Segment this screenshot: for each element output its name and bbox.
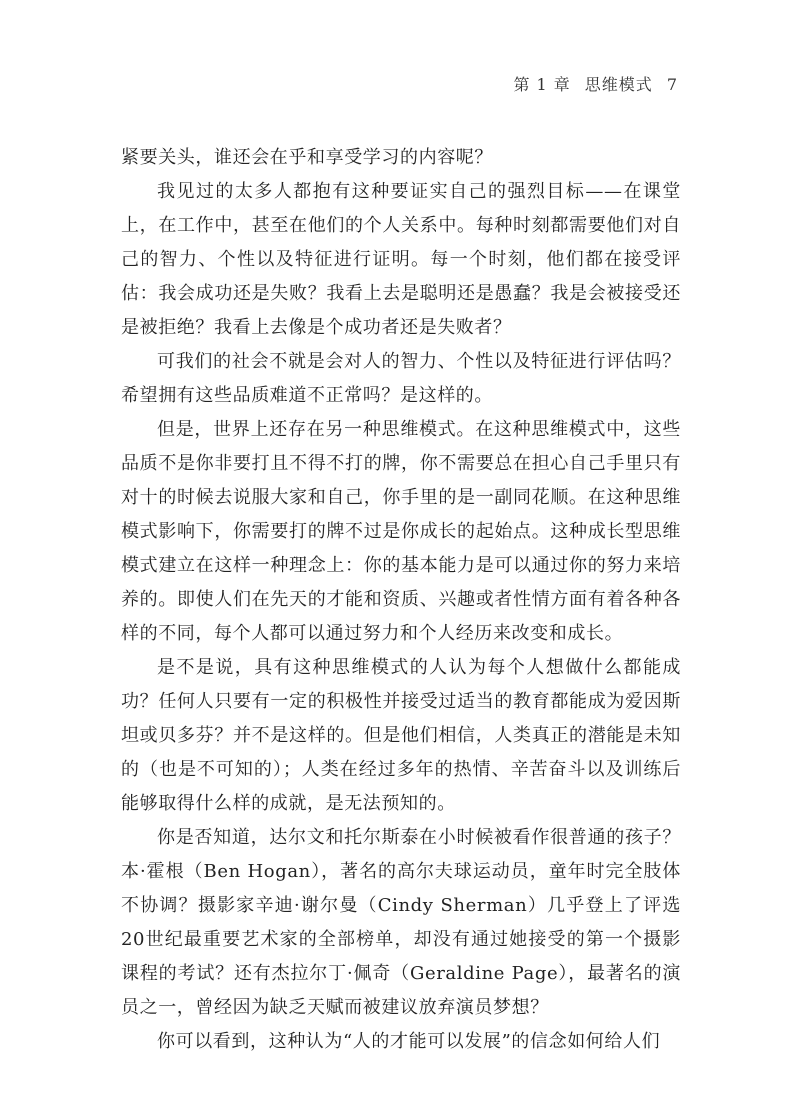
paragraph: 你是否知道，达尔文和托尔斯泰在小时候被看作很普通的孩子？本·霍根（Ben Hogan），著名的高尔夫球运动员，童年时完全肢体不协调？摄影家辛迪·谢尔曼（Cindy Sherman）几乎登上了评选20世纪最重要艺术家的全部榜单，却没有通过她接受的第一个摄影课程的考试？还有杰拉尔丁·佩奇（Geraldine Page），最著名的演员之一，曾经因为缺乏天赋而被建议放弃演员梦想？ [121,827,681,1018]
paragraph: 我见过的太多人都抱有这种要证实自己的强烈目标——在课堂上，在工作中，甚至在他们的个人关系中。每种时刻都需要他们对自己的智力、个性以及特征进行证明。每一个时刻，他们都在接受评估：我会成功还是失败？我看上去是聪明还是愚蠢？我是会被接受还是被拒绝？我看上去像是个成功者还是失败者？ [121,181,681,338]
paragraph: 是不是说，具有这种思维模式的人认为每个人想做什么都能成功？任何人只要有一定的积极性并接受过适当的教育都能成为爱因斯坦或贝多芬？并不是这样的。但是他们相信，人类真正的潜能是未知的（也是不可知的）；人类在经过多年的热情、辛苦奋斗以及训练后能够取得什么样的成就，是无法预知的。 [121,657,681,814]
paragraph: 但是，世界上还存在另一种思维模式。在这种思维模式中，这些品质不是你非要打且不得不打的牌，你不需要总在担心自己手里只有对十的时候去说服大家和自己，你手里的是一副同花顺。在这种思维模式影响下，你需要打的牌不过是你成长的起始点。这种成长型思维模式建立在这样一种理念上：你的基本能力是可以通过你的努力来培养的。即使人们在先天的才能和资质、兴趣或者性情方面有着各种各样的不同，每个人都可以通过努力和个人经历来改变和成长。 [121,419,681,644]
chapter-title: 思维模式 [584,75,653,94]
paragraph-continued: 紧要关头，谁还会在乎和享受学习的内容呢？ [121,147,493,168]
page-number: 7 [666,75,678,94]
running-head [513,72,678,95]
body-text [121,141,681,1059]
chapter-label: 第 1 章 [513,75,571,94]
paragraph: 你可以看到，这种认为“人的才能可以发展”的信念如何给人们 [157,1031,661,1052]
paragraph: 可我们的社会不就是会对人的智力、个性以及特征进行评估吗？希望拥有这些品质难道不正常吗？是这样的。 [121,351,681,406]
